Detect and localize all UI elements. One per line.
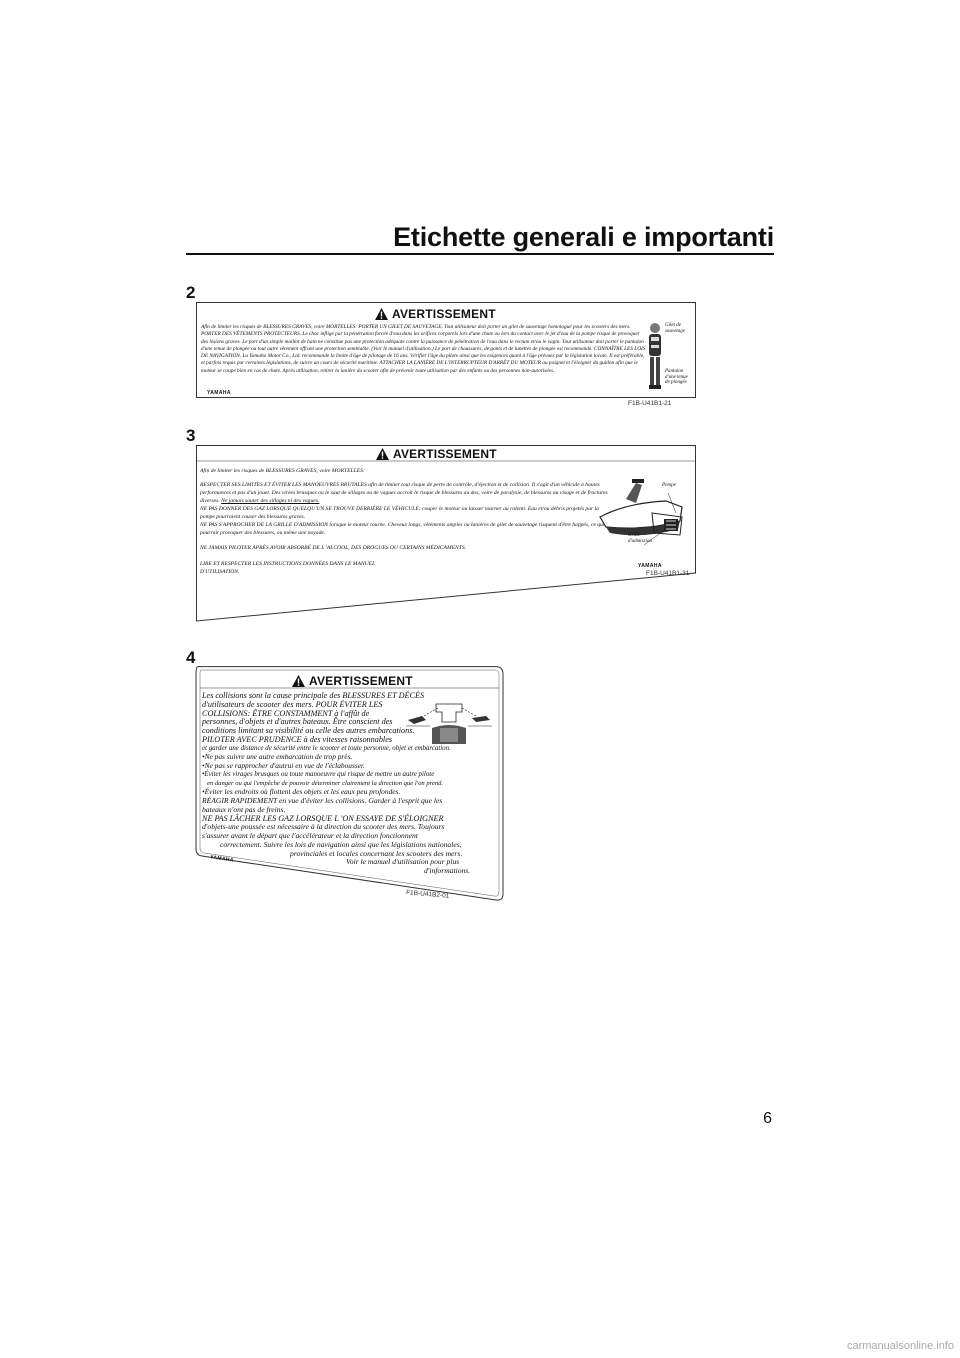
label-4-line: bateaux n'ont pas de freins.	[202, 804, 286, 814]
person-life-jacket-icon	[645, 321, 665, 391]
label-4-line: d'informations.	[424, 866, 471, 875]
label-2	[196, 302, 696, 398]
label-3-text	[200, 467, 614, 576]
label-3-p2	[200, 481, 614, 505]
label-4-text	[202, 692, 502, 876]
label-4-line: personnes, d'objets et d'autres bateaux. Être conscient des	[202, 717, 393, 727]
label-3-heading-text: AVERTISSEMENT	[393, 447, 497, 461]
label-3-p2-underline: Ne jamais sauter des sillages ni des vagues.	[221, 498, 320, 504]
label-2-text: Afin de limiter les risques de BLESSURES GRAVES, voire MORTELLES: PORTER UN GILET DE SAUVETAGE. Tout utilisateur doit porter un gilet de sauvetage homologué pour les scooters des mers. PORTER DES VÊTEMENTS PROTECTEURS. Le choc infligé par la pénétration forcée d'eau dans les orifices corporels lors d'une chute ou lors du contact avec le jet d'eau de la pompe risque de provoquer des lésions graves. Le port d'un simple maillot de bain ne constitue pas une protection adéquate contre la puissance de pénétration de l'eau dans le rectum et/ou le vagin. Tout utilisateur doit porter le pantalon d'une tenue de plongée ou tout autre vêtement offrant une protection semblable. (Voir le manuel d'utilisation.) Le port de chaussures, de gants et de lunettes de plongée est recommandé. CONNAÎTRE LES LOIS DE NAVIGATION. La Yamaha Motor Co., Ltd. recommande la limite d'âge de pilotage de 16 ans. Vérifier l'âge du pilote ainsi que les exigences quant à l'âge prévues par la législation locale. Il est préférable, et parfois requis par certaines législations, de suivre un cours de sécurité maritime. ATTACHER LA LANIÈRE DE L'INTERRUPTEUR D'ARRÊT DU MOTEUR au poignet et l'éloigner du guidon afin que le moteur se coupe bien en cas de chute. Après utilisation, retirer la lanière du scooter afin de prévenir toute utilisation par des enfants ou des personnes non-autorisées.	[201, 324, 646, 374]
label-4-line: •Ne pas suivre une autre embarcation de trop près.	[202, 752, 353, 762]
label-2-brand: YAMAHA	[207, 390, 231, 396]
label-2-heading-text: AVERTISSEMENT	[392, 307, 496, 321]
label-4-line: Voir le manuel d'utilisation pour plus	[346, 857, 460, 867]
label-3	[196, 445, 696, 625]
label-4-line: •Éviter les virages brusques ou toute manoeuvre qui risque de mettre un autre pilote	[202, 770, 435, 778]
label-3-p4: NE PAS S'APPROCHER DE LA GRILLE D'ADMISSION lorsque le moteur tourne. Cheveux longs, vêtements amples ou lanières de gilet de sauvetage risquent d'être happés, ce qui pourrait provoquer des blessures, ou même une noyade.	[200, 522, 605, 536]
label-4-line: d'utilisateurs de scooter des mers. POUR ÉVITER LES	[202, 699, 383, 709]
label-4-heading	[292, 674, 413, 688]
label-3-p2-text: RESPECTER SES LIMITES ET ÉVITER LES MANOEUVRES BRUTALES afin de limiter tout risque de perte de contrôle, d'éjection et de collision. Il s'agit d'un véhicule à hautes performances et pas d'un jouet. Des virées brusques ou le saut de sillages ou de vagues accroît le risque de blessures au dos, voire de paralysie, de blessures au visage et de fractures diverses.	[200, 482, 608, 504]
label-4-heading-text: AVERTISSEMENT	[309, 674, 413, 688]
warning-triangle-icon	[376, 448, 389, 460]
title-rule	[186, 253, 774, 255]
label-4-line: correctement. Suivre les lois de navigation ainsi que les législations nationales,	[220, 839, 462, 849]
label-3-caption-pump: Pompe	[662, 483, 676, 488]
label-2-heading	[375, 307, 496, 321]
warning-triangle-icon	[292, 675, 305, 687]
label-4-line: et garder une distance de sécurité entre le scooter et toute personne, objet et embarcation.	[202, 744, 451, 752]
label-3-p3: NE PAS DONNER DES GAZ LORSQUE QUELQU'UN SE TROUVE DERRIÈRE LE VÉHICULE: couper le moteur ou laisser tourner au ralenti. Eau et/ou débris projetés par la pompe pourraient causer des blessures graves.	[200, 506, 599, 520]
label-4-brand: YAMAHA	[209, 854, 235, 864]
label-4-number: 4	[186, 648, 196, 667]
label-4-code: F1B-U41B2-01	[405, 889, 450, 900]
label-4-line: s'assurer avant le départ que l'accélérateur et la direction fonctionnent	[202, 831, 418, 840]
label-2-caption-pants: Pantalon d'une tenue de plongée	[665, 369, 688, 386]
page-number: 6	[763, 1110, 772, 1127]
label-4-line: PILOTER AVEC PRUDENCE à des vitesses raisonnables	[202, 734, 393, 744]
page-title: Etichette generali e importanti	[393, 222, 774, 252]
label-3-code: F1B-U41B1-31	[646, 570, 690, 577]
label-3-p5: NE JAMAIS PILOTER APRÈS AVOIR ABSORBÉ DE L 'ALCOOL, DES DROGUES OU CERTAINS MÉDICAMENTS.	[200, 545, 467, 551]
label-3-heading	[376, 447, 497, 461]
label-4-line: COLLISIONS: ÊTRE CONSTAMMENT à l'affût de	[202, 708, 370, 718]
label-2-number: 2	[186, 283, 196, 302]
label-3-p6: LIRE ET RESPECTER LES INSTRUCTIONS DONNÉES DANS LE MANUEL D'UTILISATION.	[200, 561, 376, 575]
warning-triangle-icon	[375, 308, 388, 320]
label-4-line: •Ne pas se rapprocher d'autrui en vue de l'éclabousser.	[202, 761, 365, 770]
label-4-line: Les collisions sont la cause principale des BLESSURES ET DÉCÈS	[202, 691, 425, 700]
label-4-line: RÉAGIR RAPIDEMENT en vue d'éviter les collisions. Garder à l'esprit que les	[202, 796, 443, 805]
label-3-brand: YAMAHA	[638, 563, 662, 569]
watermark[interactable]: carmanualsonline.info	[846, 1340, 954, 1352]
label-3-p1: Afin de limiter les risques de BLESSURES GRAVES, voire MORTELLES:	[200, 468, 365, 474]
label-3-caption-grille: Grille d'admission	[628, 533, 652, 544]
label-2-code: F1B-U41B1-21	[628, 400, 672, 407]
label-4-line: conditions limitant sa visibilité ou celle des autres embarcations.	[202, 726, 415, 735]
label-4-line: provinciales et locales concernant les scooters des mers.	[290, 848, 463, 858]
label-4-line: •Éviter les endroits où flottent des objets et les eaux peu profondes.	[202, 787, 401, 797]
label-2-caption-vest: Gilet de sauvetage	[665, 323, 685, 334]
label-4-line: d'objets-une poussée est nécessaire à la direction du scooter des mers. Toujours	[202, 822, 445, 832]
label-4-line: en danger ou qui l'empêche de pouvoir déterminer clairement la direction que l'on prend.	[207, 779, 444, 787]
label-4-line: NE PAS LÂCHER LES GAZ LORSQUE L 'ON ESSAYE DE S'ÉLOIGNER	[202, 813, 444, 823]
label-3-number: 3	[186, 426, 196, 445]
label-4	[192, 666, 504, 902]
